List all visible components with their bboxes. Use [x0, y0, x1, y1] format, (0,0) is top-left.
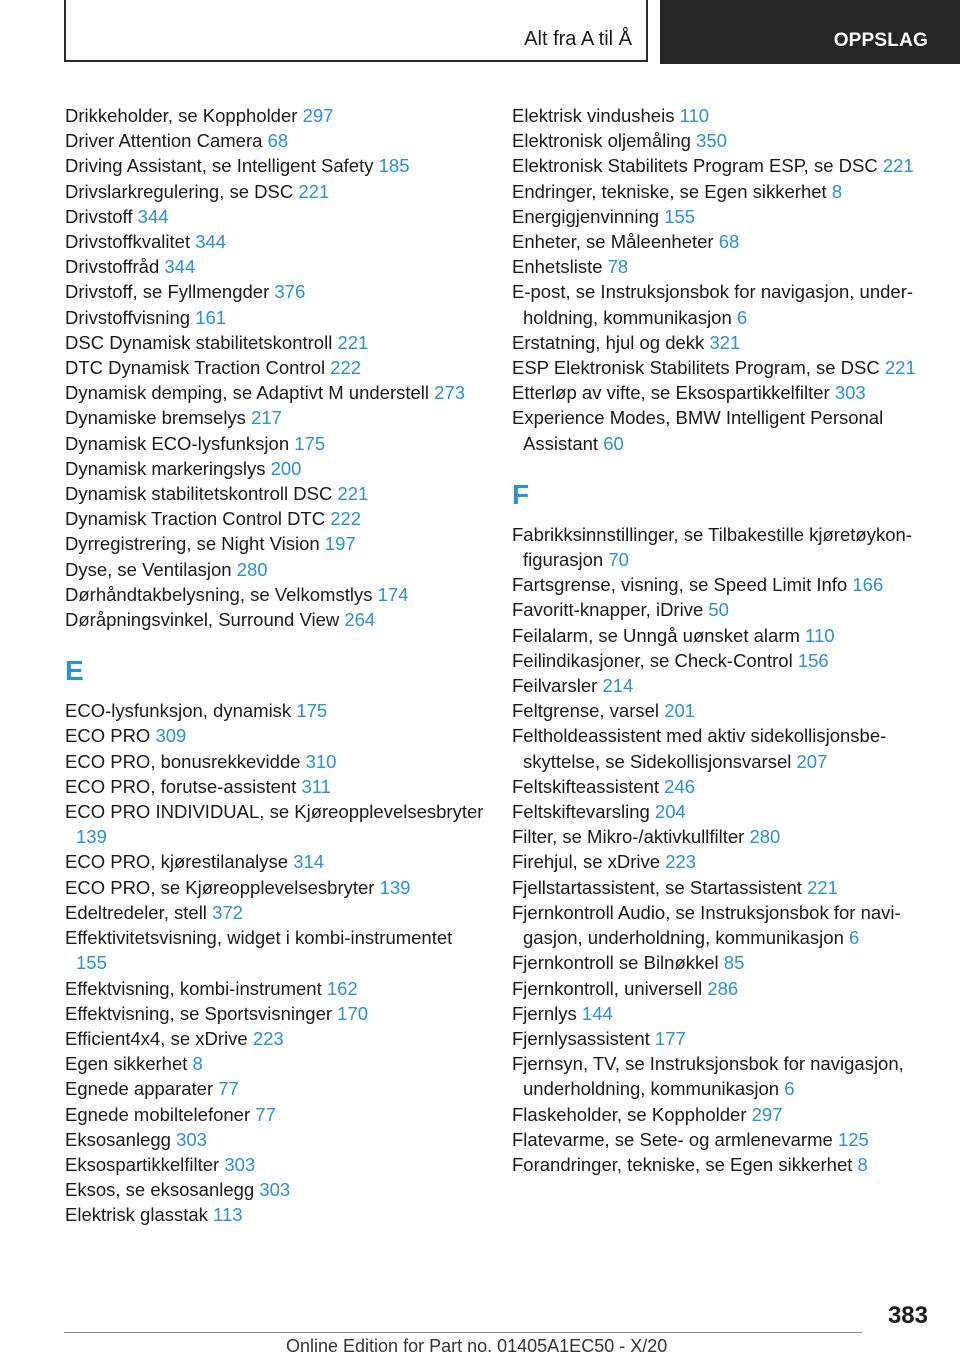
- index-page-link[interactable]: 8: [831, 180, 843, 202]
- index-entry-text: Dyse, se Ventilasjon: [65, 558, 232, 580]
- index-entry: [512, 572, 932, 597]
- index-page-link[interactable]: 204: [654, 801, 686, 823]
- index-entry: [65, 179, 485, 204]
- index-entry-text: Driver Attention Camera: [65, 130, 263, 152]
- index-entry: [65, 229, 485, 254]
- index-page-link[interactable]: 372: [212, 901, 243, 923]
- index-entry: [65, 582, 485, 607]
- index-entry-text: Dynamisk ECO-lysfunksjon: [65, 432, 290, 454]
- index-page-link[interactable]: 280: [236, 558, 268, 580]
- index-entry-text: Fjernkontroll se Bilnøkkel: [512, 952, 719, 974]
- index-entry-text: Elektronisk oljemåling: [512, 130, 691, 152]
- index-page-link[interactable]: 85: [723, 952, 745, 974]
- index-entry-text: Edeltredeler, stell: [65, 901, 207, 923]
- index-entry-text: Drikkeholder, se Koppholder: [65, 105, 298, 126]
- index-entry-text: Egnede mobiltelefoner: [65, 1103, 251, 1125]
- index-page-link[interactable]: 344: [164, 256, 196, 278]
- index-page-link[interactable]: 344: [195, 231, 227, 253]
- index-entry: [512, 179, 932, 204]
- index-entry-text: Dyrregistrering, se Night Vision: [65, 533, 320, 555]
- index-entry: [65, 431, 485, 456]
- index-page-link[interactable]: 303: [259, 1179, 291, 1201]
- index-page-link[interactable]: 174: [377, 583, 409, 605]
- index-page-link[interactable]: 155: [664, 205, 696, 227]
- index-page-link[interactable]: 68: [267, 130, 289, 152]
- index-page-link[interactable]: 223: [665, 851, 697, 873]
- index-entry: [65, 607, 485, 632]
- index-entry-text: Eksosanlegg: [65, 1128, 171, 1150]
- index-entry-text: ECO PRO, forutse-assistent: [65, 775, 297, 797]
- index-entry-text: ECO PRO, bonusrekkevidde: [65, 750, 301, 772]
- index-entry: [65, 749, 485, 774]
- index-page-link[interactable]: 311: [301, 775, 331, 797]
- index-column-right: [512, 103, 932, 1177]
- index-entry: [65, 849, 485, 874]
- index-entry-text: Firehjul, se xDrive: [512, 851, 661, 873]
- index-page-link[interactable]: 297: [751, 1103, 783, 1125]
- index-letter-heading: F: [512, 478, 530, 510]
- index-entry: [512, 648, 932, 673]
- index-entry: [65, 774, 485, 799]
- index-page-link[interactable]: 170: [337, 1002, 369, 1024]
- index-entry: [65, 1026, 485, 1051]
- index-page-link[interactable]: 217: [251, 407, 282, 429]
- index-entry: [512, 1152, 932, 1177]
- index-page-link[interactable]: 222: [330, 508, 362, 530]
- index-entry-text: Filter, se Mikro-/aktivkullfilter: [512, 826, 745, 848]
- index-page-link[interactable]: 6: [849, 927, 860, 949]
- index-entry-text: Fjernlys: [512, 1002, 577, 1024]
- index-entry-text: Drivstoff, se Fyllmengder: [65, 281, 270, 303]
- index-column-left: [65, 103, 485, 1228]
- index-entry-text: Experience Modes, BMW Intelligent Personal Assistant: [512, 407, 884, 454]
- index-entry-text: Dynamiske bremselys: [65, 407, 246, 429]
- index-entry: [512, 673, 932, 698]
- index-entry-text: Endringer, tekniske, se Egen sikkerhet: [512, 180, 827, 202]
- index-page-link[interactable]: 309: [155, 725, 187, 747]
- index-entry: [512, 900, 932, 950]
- index-entry-text: Eksos, se eksosanlegg: [65, 1179, 255, 1201]
- index-letter-heading: E: [65, 655, 84, 687]
- index-entry-text: Dynamisk stabilitetskontroll DSC: [65, 483, 333, 505]
- index-entry: [65, 481, 485, 506]
- index-entry: [65, 531, 485, 556]
- index-page-link[interactable]: 8: [857, 1153, 868, 1175]
- index-page-link[interactable]: 6: [784, 1078, 795, 1100]
- index-entry-text: Feltgrense, varsel: [512, 700, 660, 722]
- index-page-link[interactable]: 273: [434, 382, 466, 404]
- index-entry-text: Effektvisning, se Sportsvisninger: [65, 1002, 333, 1024]
- index-entry-text: Forandringer, tekniske, se Egen sikkerhet: [512, 1153, 853, 1175]
- index-entry: [65, 456, 485, 481]
- index-entry: [512, 330, 932, 355]
- index-page-link[interactable]: 221: [807, 876, 838, 898]
- index-entry: [512, 153, 932, 178]
- index-entry-text: Døråpningsvinkel, Surround View: [65, 609, 340, 631]
- index-entry-text: DSC Dynamisk stabilitetskontroll: [65, 331, 333, 353]
- index-page-link[interactable]: 303: [176, 1128, 207, 1150]
- index-entry-text: ECO PRO, kjørestilanalyse: [65, 851, 289, 873]
- index-entry-text: Dynamisk Traction Control DTC: [65, 508, 326, 530]
- section-title: Alt fra A til Å: [524, 28, 632, 50]
- index-page-link[interactable]: 221: [298, 180, 330, 202]
- index-entry: [65, 1202, 485, 1227]
- index-page-link[interactable]: 314: [293, 851, 325, 873]
- index-page-link[interactable]: 156: [797, 649, 829, 671]
- index-entry-text: Feltskifteassistent: [512, 775, 660, 797]
- index-entry: [65, 557, 485, 582]
- index-page-link[interactable]: 60: [603, 432, 624, 454]
- index-entry-text: Etterløp av vifte, se Eksospartikkelfilter: [512, 382, 830, 404]
- chapter-title: OPPSLAG: [833, 30, 928, 51]
- index-page-link[interactable]: 6: [736, 306, 748, 328]
- index-entry-text: ECO PRO INDIVIDUAL, se Kjøreopplevelsesbryter: [65, 801, 484, 823]
- index-entry: [65, 380, 485, 405]
- index-page-link[interactable]: 110: [805, 624, 835, 646]
- index-page-link[interactable]: 68: [718, 231, 740, 253]
- index-page-link[interactable]: 50: [708, 599, 729, 621]
- index-entry: [512, 1001, 932, 1026]
- index-entry-text: Fjernsyn, TV, se Instruksjonsbok for navigasjon, underholdning, kommunikasjon: [512, 1053, 904, 1100]
- index-page-link[interactable]: 207: [796, 750, 828, 772]
- index-entry-text: Egen sikkerhet: [65, 1053, 188, 1075]
- index-page-link[interactable]: 161: [195, 306, 227, 328]
- index-entry-text: Dynamisk markeringslys: [65, 457, 266, 479]
- index-entry: [65, 925, 485, 975]
- index-entry-text: Flaskeholder, se Koppholder: [512, 1103, 747, 1125]
- index-page-link[interactable]: 139: [76, 826, 107, 848]
- index-entry: [65, 330, 485, 355]
- index-entry: [512, 103, 932, 128]
- index-page-link[interactable]: 223: [252, 1027, 284, 1049]
- index-entry-text: Flatevarme, se Sete- og armlenevarme: [512, 1128, 833, 1150]
- index-page-link[interactable]: 214: [602, 675, 634, 697]
- index-entry: [65, 976, 485, 1001]
- index-entry-text: Elektrisk glasstak: [65, 1204, 208, 1226]
- index-entry-text: Fjernlysassistent: [512, 1027, 650, 1049]
- index-entry: [65, 799, 485, 849]
- index-entry: [65, 506, 485, 531]
- index-entry-text: Driving Assistant, se Intelligent Safety: [65, 155, 374, 177]
- index-entry: [65, 698, 485, 723]
- index-page-link[interactable]: 197: [324, 533, 356, 555]
- index-entry-text: Enheter, se Måleenheter: [512, 231, 714, 253]
- index-page-link[interactable]: 201: [664, 700, 696, 722]
- index-page-link[interactable]: 246: [664, 775, 696, 797]
- index-entry: [65, 723, 485, 748]
- index-entry-text: Fartsgrense, visning, se Speed Limit Info: [512, 574, 848, 596]
- index-page-link[interactable]: 280: [749, 826, 781, 848]
- index-entry: [65, 1001, 485, 1026]
- header-chapter-box: [660, 0, 960, 64]
- index-entry: [65, 128, 485, 153]
- index-page-link[interactable]: 8: [192, 1053, 203, 1075]
- header-section-box: [64, 0, 648, 62]
- index-entry: [65, 279, 485, 304]
- index-entry: [65, 1177, 485, 1202]
- index-entry: [512, 355, 932, 380]
- index-page-link[interactable]: 175: [296, 700, 328, 722]
- index-entry: [65, 153, 485, 178]
- index-entry: [512, 1127, 932, 1152]
- index-page-link[interactable]: 303: [834, 382, 866, 404]
- index-entry-text: Elektrisk vindusheis: [512, 105, 675, 126]
- index-page-link[interactable]: 175: [294, 432, 326, 454]
- index-entry: [65, 1051, 485, 1076]
- index-entry: [512, 128, 932, 153]
- index-entry: [512, 824, 932, 849]
- index-page-link[interactable]: 77: [255, 1103, 276, 1125]
- index-page-link[interactable]: 70: [608, 549, 629, 571]
- index-entry: [512, 522, 932, 572]
- index-entry: [65, 875, 485, 900]
- index-page-link[interactable]: 78: [607, 256, 629, 278]
- index-entry-text: Eksospartikkelfilter: [65, 1153, 220, 1175]
- index-entry-text: E-post, se Instruksjonsbok for navigasjon, underholdning, kommunikasjon: [512, 281, 914, 328]
- index-page-link[interactable]: 221: [884, 357, 916, 379]
- index-entry-text: Effektvisning, kombi-instrument: [65, 977, 322, 999]
- index-entry: [512, 204, 932, 229]
- index-page-link[interactable]: 297: [302, 105, 334, 126]
- index-entry: [65, 204, 485, 229]
- index-entry-text: ECO PRO, se Kjøreopplevelsesbryter: [65, 876, 375, 898]
- index-entry-text: Favoritt-knapper, iDrive: [512, 599, 704, 621]
- index-entry-text: Fabrikksinnstillinger, se Tilbakestille kjøretøykonfigurasjon: [512, 523, 912, 571]
- index-page-link[interactable]: 376: [274, 281, 306, 303]
- index-entry: [512, 405, 932, 455]
- index-page-link[interactable]: 110: [679, 105, 710, 126]
- index-entry-text: ESP Elektronisk Stabilitets Program, se DSC: [512, 357, 880, 379]
- index-page-link[interactable]: 185: [378, 155, 410, 177]
- index-page-link[interactable]: 350: [696, 130, 727, 152]
- footer-rule: [64, 1332, 862, 1333]
- index-page-link[interactable]: 162: [326, 977, 358, 999]
- index-entry-text: Effektivitetsvisning, widget i kombi-instrumentet: [65, 927, 453, 949]
- index-entry: [512, 723, 932, 773]
- index-page-link[interactable]: 221: [337, 331, 369, 353]
- index-entry: [512, 1051, 932, 1101]
- index-page-link[interactable]: 221: [337, 483, 369, 505]
- index-entry: [512, 279, 932, 329]
- index-entry: [65, 103, 485, 128]
- index-entry-text: DTC Dynamisk Traction Control: [65, 357, 326, 379]
- index-entry: [512, 623, 932, 648]
- index-entry: [65, 254, 485, 279]
- index-page-link[interactable]: 200: [270, 457, 302, 479]
- index-entry-text: Erstatning, hjul og dekk: [512, 331, 705, 353]
- index-page-link[interactable]: 113: [213, 1204, 243, 1226]
- index-entry: [512, 698, 932, 723]
- index-entry: [512, 950, 932, 975]
- index-entry-text: Fjellstartassistent, se Startassistent: [512, 876, 802, 898]
- index-entry-text: Dørhåndtakbelysning, se Velkomstlys: [65, 583, 373, 605]
- index-entry: [512, 254, 932, 279]
- index-entry-text: Drivstoff: [65, 205, 133, 227]
- index-entry: [512, 229, 932, 254]
- index-page-link[interactable]: 166: [852, 574, 884, 596]
- index-entry-text: Feilvarsler: [512, 675, 598, 697]
- index-entry-text: Feltskiftevarsling: [512, 801, 650, 823]
- index-page-link[interactable]: 344: [137, 205, 169, 227]
- index-page-link[interactable]: 264: [344, 609, 376, 631]
- index-entry-text: Drivstoffkvalitet: [65, 231, 191, 253]
- index-page-link[interactable]: 144: [581, 1002, 613, 1024]
- index-page-link[interactable]: 222: [330, 357, 362, 379]
- index-entry-text: Egnede apparater: [65, 1078, 214, 1100]
- index-page-link[interactable]: 125: [837, 1128, 869, 1150]
- index-page-link[interactable]: 286: [707, 977, 739, 999]
- index-entry-text: Drivstoffvisning: [65, 306, 191, 328]
- index-entry-text: ECO-lysfunksjon, dynamisk: [65, 700, 292, 722]
- index-entry: [512, 875, 932, 900]
- index-page-link[interactable]: 139: [379, 876, 411, 898]
- index-entry: [512, 774, 932, 799]
- index-page-link[interactable]: 77: [218, 1078, 239, 1100]
- index-page-link[interactable]: 321: [709, 331, 741, 353]
- index-entry: [512, 597, 932, 622]
- index-entry: [65, 305, 485, 330]
- index-entry: [512, 849, 932, 874]
- index-entry: [65, 355, 485, 380]
- index-entry-text: Feltholdeassistent med aktiv sidekollisjonsbeskyttelse, se Sidekollisjonsvarsel: [512, 725, 887, 772]
- index-entry-text: Dynamisk demping, se Adaptivt M understell: [65, 382, 430, 404]
- index-entry-text: Feilindikasjoner, se Check-Control: [512, 649, 793, 671]
- page-number: 383: [887, 1302, 928, 1329]
- index-page-link[interactable]: 221: [882, 155, 914, 177]
- index-entry-text: Fjernkontroll Audio, se Instruksjonsbok for navigasjon, underholdning, kommunikasjon: [512, 901, 901, 949]
- index-entry: [512, 1102, 932, 1127]
- index-entry-text: Drivstoffråd: [65, 256, 160, 278]
- index-page-link[interactable]: 303: [224, 1153, 256, 1175]
- index-entry-text: ECO PRO: [65, 725, 151, 747]
- index-entry: [65, 1102, 485, 1127]
- index-entry: [512, 1026, 932, 1051]
- index-entry: [65, 1152, 485, 1177]
- index-entry-text: Enhetsliste: [512, 256, 603, 278]
- index-entry-text: Fjernkontroll, universell: [512, 977, 703, 999]
- index-entry-text: Feilalarm, se Unngå uønsket alarm: [512, 624, 800, 646]
- index-page-link[interactable]: 310: [305, 750, 337, 772]
- index-entry: [512, 976, 932, 1001]
- index-entry: [65, 1076, 485, 1101]
- index-entry: [65, 1127, 485, 1152]
- index-entry: [512, 799, 932, 824]
- index-entry-text: Energigjenvinning: [512, 205, 660, 227]
- index-entry: [65, 900, 485, 925]
- index-entry-text: Drivslarkregulering, se DSC: [65, 180, 294, 202]
- index-entry-text: Elektronisk Stabilitets Program ESP, se DSC: [512, 155, 878, 177]
- index-entry: [512, 380, 932, 405]
- footer-edition: Online Edition for Part no. 01405A1EC50 - X/20: [286, 1336, 668, 1356]
- index-page-link[interactable]: 155: [76, 952, 107, 974]
- index-page-link[interactable]: 177: [654, 1027, 686, 1049]
- index-entry: [65, 405, 485, 430]
- index-entry-text: Efficient4x4, se xDrive: [65, 1027, 248, 1049]
